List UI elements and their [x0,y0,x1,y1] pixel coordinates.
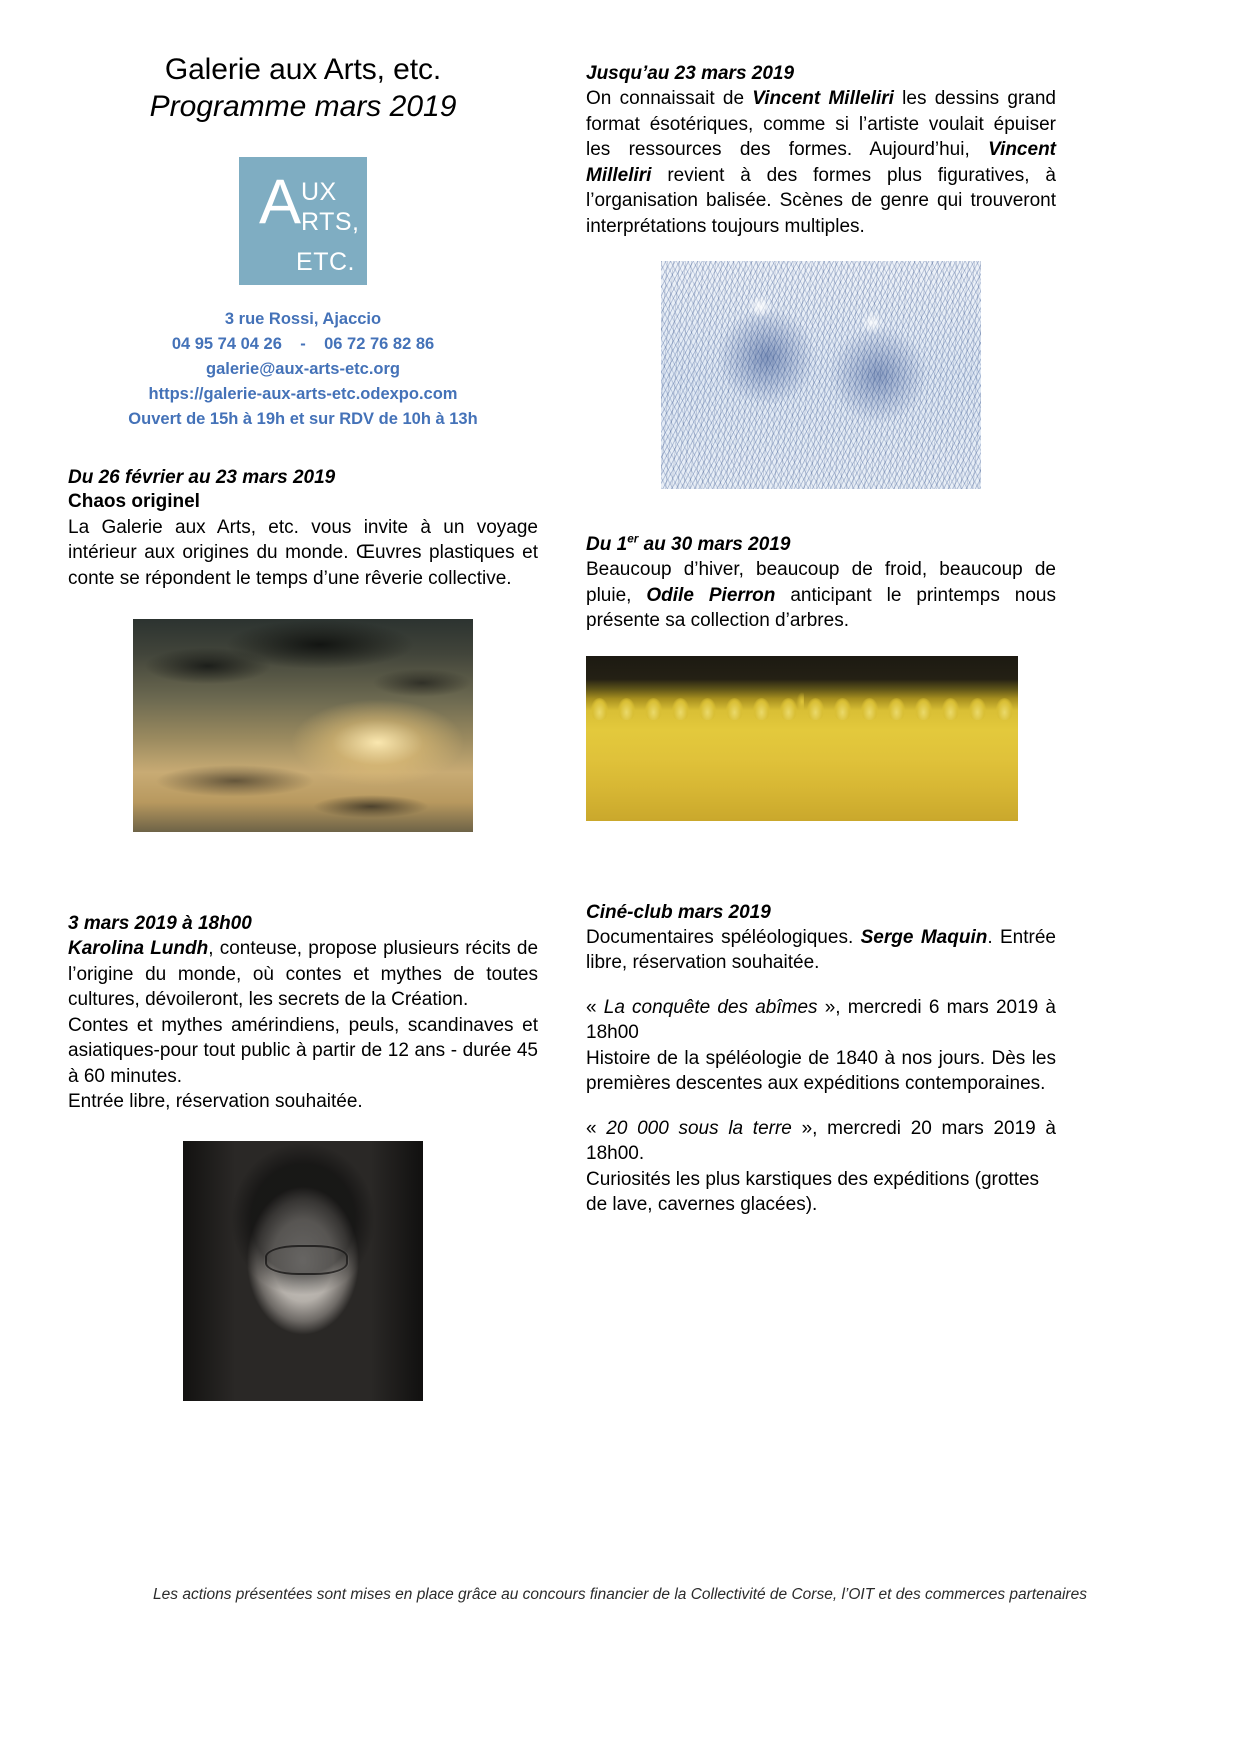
film2-line [586,1116,1056,1167]
conte-figure [68,1115,538,1401]
film2-schedule: , mercredi 20 mars 2019 à 18h00. [586,1117,1056,1165]
pierron-date [586,533,1056,557]
left-column [68,52,538,1401]
pierron-date-prefix: Du 1 [586,534,628,556]
milleliri-text-2: les dessins grand format ésotériques, comme si l’artiste voulait épuiser les ressources des formes. Aujourd’hui, [586,88,1056,161]
film2-title: 20 000 sous la terre [606,1117,792,1139]
milleliri-date: Jusqu’au 23 mars 2019 [586,63,795,84]
milleliri-artist-name-2: Vincent Milleliri [586,139,1056,186]
gallery-name: Galerie aux Arts, etc. [164,53,442,86]
contact-block [68,307,538,432]
programme-title: Programme mars 2019 [149,90,457,124]
pierron-artist-name: Odile Pierron [646,584,776,606]
section-karolina-lundh [68,912,538,1400]
film2-quote-open: « [586,1117,607,1139]
spacer [586,976,1056,995]
chaos-figure [68,591,538,832]
cineclub-intro [586,925,1056,976]
pierron-date-superscript: er [627,532,639,546]
gallery-logo-icon [239,157,367,285]
tree-canopy-row [586,677,1018,720]
milleliri-artist-name-1: Vincent Milleliri [752,88,894,110]
chaos-body: La Galerie aux Arts, etc. vous invite à un voyage intérieur aux origines du monde. Œuvres plastiques et conte se répondent le temps d’une rêverie collective. [68,516,538,589]
film1-quote-close: » [817,996,836,1018]
film1-line [586,995,1056,1046]
masthead [68,52,538,125]
tree-icon [645,698,662,720]
tree-icon [807,698,824,720]
section-odile-pierron [586,533,1056,821]
contact-email[interactable]: galerie@aux-arts-etc.org [206,359,400,378]
chaos-title: Chaos originel [68,491,200,513]
logo-text-rts: RTS, [301,207,360,236]
tree-icon [726,698,743,720]
film2-quote-close: » [791,1117,813,1139]
logo-letter-a: A [259,166,302,237]
milleliri-text-1: On connaissait de [586,88,753,110]
logo-text-ux: UX [301,177,337,206]
sky-clouds-photo [133,619,473,832]
section-chaos-originel [68,466,538,832]
tree-icon [780,698,797,720]
logo-text-etc: ETC. [296,247,355,276]
contact-address: 3 rue Rossi, Ajaccio [224,309,382,328]
tree-icon [699,698,716,720]
blue-pen-drawing [661,261,981,489]
milleliri-text-3: revient à des formes plus figuratives, à l’organisation balisée. Scènes de genre qui trouveront interprétations toujours multiples. [586,164,1056,237]
pierron-date-suffix: au 30 mars 2019 [638,534,791,556]
tree-icon [618,698,635,720]
pierron-text-2: anticipant le printemps nous présente sa collection d’arbres. [586,584,1056,632]
contact-website[interactable]: https://galerie-aux-arts-etc.odexpo.com [148,385,458,404]
film2-description: Curiosités les plus karstiques des expéditions (grottes de lave, cavernes glacées). [586,1168,1040,1216]
conte-body-1-text: , conteuse, propose plusieurs récits de l’origine du monde, où contes et mythes de toutes cultures, dévoileront, les secrets de la Création. [68,938,539,1011]
page-footer: Les actions présentées sont mises en place grâce au concours financier de la Collectivité de Corse, l’OIT et des commerces partenaires [153,1586,1087,1603]
spacer [586,1097,1056,1116]
tree-icon [969,698,986,720]
right-column [586,62,1056,1401]
section-vincent-milleliri [586,62,1056,489]
tree-icon [834,698,851,720]
milleliri-body [586,86,1056,239]
cineclub-intro-text-2: . Entrée libre, réservation souhaitée. [586,927,1056,974]
pierron-text-1: Beaucoup d’hiver, beaucoup de froid, beaucoup de pluie, [586,559,1056,606]
contact-phones[interactable]: 04 95 74 04 26 - 06 72 76 82 86 [171,334,435,353]
cineclub-presenter-name: Serge Maquin [860,927,988,949]
film1-description: Histoire de la spéléologie de 1840 à nos jours. Dès les premières descentes aux expéditions contemporaines. [586,1047,1056,1095]
conte-artist-name: Karolina Lundh [68,938,209,960]
tree-icon [996,698,1013,720]
film1-schedule: , mercredi 6 mars 2019 à 18h00 [586,996,1056,1044]
pierron-figure [586,656,1056,821]
tree-icon [942,698,959,720]
conte-body-1 [68,936,538,1012]
cineclub-title: Ciné-club mars 2019 [586,901,771,923]
chaos-date: Du 26 février au 23 mars 2019 [68,467,336,489]
tree-icon [672,698,689,720]
conte-body-3: Entrée libre, réservation souhaitée. [68,1091,363,1113]
conte-date: 3 mars 2019 à 18h00 [68,913,252,935]
film1-quote-open: « [586,996,604,1018]
karolina-lundh-portrait [183,1141,423,1401]
tree-icon [753,698,770,720]
pierron-body [586,557,1056,633]
cineclub-intro-text-1: Documentaires spéléologiques. [586,927,861,949]
conte-body-2: Contes et mythes amérindiens, peuls, scandinaves et asiatiques-pour tout public à partir de 12 ans - durée 45 à 60 minutes. [68,1014,538,1087]
tree-icon [861,698,878,720]
logo-container [68,157,538,285]
tree-icon [888,698,905,720]
film1-title: La conquête des abîmes [603,996,818,1018]
yellow-trees-painting [586,656,1018,821]
milleliri-figure [586,239,1056,489]
section-cine-club [586,901,1056,1218]
tree-icon [915,698,932,720]
tree-icon [591,698,608,720]
contact-hours: Ouvert de 15h à 19h et sur RDV de 10h à 13h [128,410,478,429]
